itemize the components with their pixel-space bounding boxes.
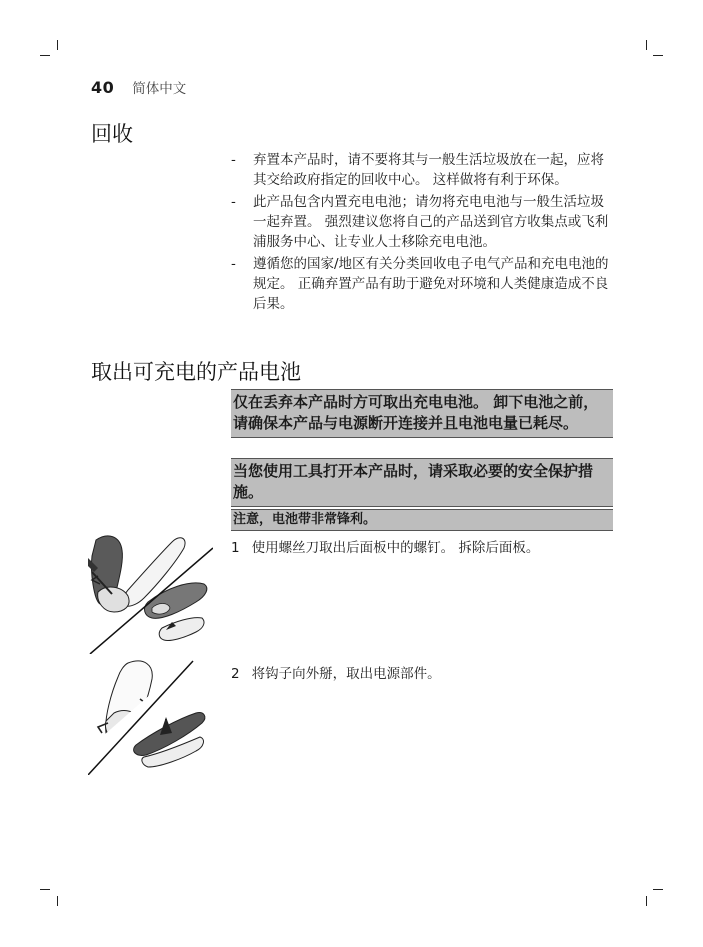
step-2	[231, 664, 441, 684]
language-label: 简体中文	[132, 81, 187, 97]
recycling-list	[231, 150, 611, 316]
recycling-heading: 回收	[91, 122, 133, 146]
crop-mark	[57, 40, 58, 50]
back-panel-removal-illustration	[88, 532, 213, 654]
page-header	[91, 77, 186, 97]
warning-box: 当您使用工具打开本产品时，请采取必要的安全保护措施。	[231, 458, 613, 507]
step-text: 将钩子向外掰，取出电源部件。	[251, 666, 441, 682]
step-1	[231, 538, 539, 558]
battery-removal-heading: 取出可充电的产品电池	[91, 360, 301, 384]
crop-mark	[40, 889, 50, 890]
crop-mark	[653, 889, 663, 890]
caution-box: 注意，电池带非常锋利。	[231, 509, 613, 531]
warning-box: 仅在丢弃本产品时方可取出充电电池。 卸下电池之前，请确保本产品与电源断开连接并且电池电量已耗尽。	[231, 389, 613, 438]
list-item: - 遵循您的国家/地区有关分类回收电子电气产品和充电电池的规定。 正确弃置产品有助于避免对环境和人类健康造成不良后果。	[231, 256, 609, 312]
crop-mark	[653, 55, 663, 56]
crop-mark	[40, 55, 50, 56]
list-item: - 弃置本产品时，请不要将其与一般生活垃圾放在一起，应将其交给政府指定的回收中心。 这样做将有利于环保。	[231, 152, 604, 188]
crop-mark	[57, 896, 58, 906]
step-number: 2	[231, 666, 240, 682]
page-number: 40	[91, 78, 115, 97]
step-number: 1	[231, 540, 240, 556]
power-unit-removal-illustration	[88, 657, 213, 775]
crop-mark	[646, 40, 647, 50]
crop-mark	[646, 896, 647, 906]
list-item: - 此产品包含内置充电电池；请勿将充电电池与一般生活垃圾一起弃置。 强烈建议您将自己的产品送到官方收集点或飞利浦服务中心、让专业人士移除充电电池。	[231, 194, 609, 250]
step-text: 使用螺丝刀取出后面板中的螺钉。 拆除后面板。	[251, 540, 540, 556]
